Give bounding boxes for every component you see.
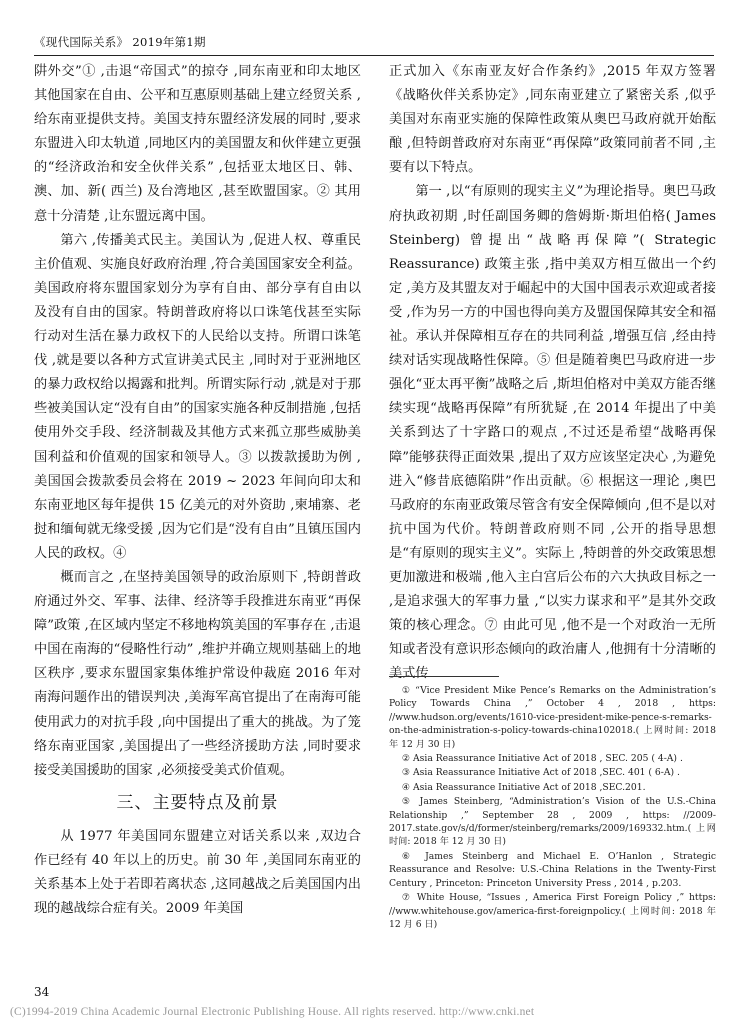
page-number: 34 [34,985,50,999]
footnote: ① “Vice President Mike Pence’s Remarks on the Administration’s Policy Towards China ,” October 4 , 2018 , https: //www.hudson.org/events/1610-vice-president-mike-pence-s-remarks-on-the-administration-s-policy-towards-china102018.( 上网时间: 2018 年 12 月 30 日) [389,685,716,750]
footnote: ⑥ James Steinberg and Michael E. O’Hanlon , Strategic Reassurance and Resolve: U.S.-China Relations in the Twenty-First Century , Princeton: Princeton University Press , 2014 , p.203. [389,850,716,889]
paragraph: 正式加入《东南亚友好合作条约》,2015 年双方签署《战略伙伴关系协定》,同东南亚建立了紧密关系 ,似乎美国对东南亚实施的保障性政策从奥巴马政府就开始酝酿 ,但特朗普政府对东南亚“再保障”政策同前者不同 ,主要有以下特点。 [389,64,716,176]
paragraph: 从 1977 年美国同东盟建立对话关系以来 ,双边合作已经有 40 年以上的历史。前 30 年 ,美国同东南亚的关系基本上处于若即若离状态 ,这同越战之后美国国内出现的越战综合症有关。2009 年美国 [34,828,361,917]
footnote: ⑦ White House, “Issues , America First Foreign Policy ,” https: //www.whitehouse.gov/america-first-foreignpolicy.( 上网时间: 2018 年 12 月 6 日) [389,892,716,930]
header-rule [34,55,714,56]
section-heading: 三、主要特点及前景 [116,792,279,813]
footnote: ③ Asia Reassurance Initiative Act of 2018 ,SEC. 401 ( 6-A) . [401,767,680,779]
paragraph: 概而言之 ,在坚持美国领导的政治原则下 ,特朗普政府通过外交、军事、法律、经济等手段推进东南亚“再保障”政策 ,在区域内坚定不移地构筑美国的军事存在 ,击退中国在南海的“侵略性行动” ,维护并确立规则基础上的地区秩序 ,要求东盟国家集体维护常设仲裁庭 2016 年对南海问题作出的错误判决 ,美海军高官提出了在南海可能使用武力的对抗手段 ,向中国提出了重大的挑战。为了笼络东南亚国家 ,美国提出了一些经济援助方法 ,同时要求接受美国援助的国家 ,必须接受美式价值观。 [34,569,361,778]
journal-header: 《现代国际关系》 2019年第1期 [34,35,206,49]
paragraph: 第一 ,以“有原则的现实主义”为理论指导。奥巴马政府执政初期 ,时任副国务卿的詹姆斯·斯坦伯格( James Steinberg) 曾提出“战略再保障”( Strategic Reassurance) 政策主张 ,指中美双方相互做出一个约定 ,美方及其盟友对于崛起中的大国中国表示欢迎或者接受 ,作为另一方的中国也得向美方及盟国保障其安全和福祉。承认并保障相互存在的共同利益 ,增强互信 ,经由持续对话实现战略性保障。⑤ 但是随着奥巴马政府进一步强化“亚太再平衡”战略之后 ,斯坦伯格对中美双方能否继续实现“战略再保障”有所犹疑 ,在 2014 年提出了中美关系到达了十字路口的观点 ,不过还是希望“战略再保障”能够获得正面效果 ,提出了双方应该坚定决心 ,为避免进入“修昔底德陷阱”作出贡献。⑥ 根据这一理论 ,奥巴马政府的东南亚政策尽管含有安全保障倾向 ,但不是以对抗中国为代价。特朗普政府则不同 ,公开的指导思想是“有原则的现实主义”。实际上 ,特朗普的外交政策思想更加激进和极端 ,他入主白宫后公布的六大执政目标之一 ,是追求强大的军事力量 ,“以实力谋求和平”是其外交政策的核心理念。⑦ 由此可见 ,他不是一个对政治一无所知或者没有意识形态倾向的政治庸人 ,他拥有十分清晰的美式传 [389,184,716,682]
paragraph: 阱外交”① ,击退“帝国式”的掠夺 ,同东南亚和印太地区其他国家在自由、公平和互惠原则基础上建立经贸关系 ,给东南亚提供支持。美国支持东盟经济发展的同时 ,要求东盟进入印太轨道 ,同地区内的美国盟友和伙伴建立更强的“经济政治和安全伙伴关系” ,包括亚太地区日、韩、澳、加、新( 西兰) 及台湾地区 ,甚至欧盟国家。② 其用意十分清楚 ,让东盟远离中国。 [34,64,361,224]
copyright-watermark: (C)1994-2019 China Academic Journal Electronic Publishing House. All rights reserved. http://www.cnki.net [10,1006,535,1018]
footnotes [389,684,716,932]
right-column [389,60,716,686]
footnote: ⑤ James Steinberg, “Administration’s Vision of the U.S.-China Relationship ,” September 28 , 2009 , https: //2009-2017.state.gov/s/d/former/steinberg/remarks/2009/169332.htm.( 上网时间: 2018 年 12 月 30 日) [389,796,716,848]
footnote: ② Asia Reassurance Initiative Act of 2018 , SEC. 205 ( 4-A) . [401,753,683,765]
footnote: ④ Asia Reassurance Initiative Act of 2018 ,SEC.201. [401,781,646,793]
footnote-rule [389,676,499,677]
left-column [34,60,361,921]
paragraph: 第六 ,传播美式民主。美国认为 ,促进人权、尊重民主价值观、实施良好政府治理 ,符合美国国家安全利益。美国政府将东盟国家划分为享有自由、部分享有自由以及没有自由的国家。特朗普政府将以口诛笔伐甚至实际行动对生活在暴力政权下的人民给以支持。所谓口诛笔伐 ,就是要以各种方式宣讲美式民主 ,同时对于亚洲地区的暴力政权给以揭露和批判。所谓实际行动 ,就是对于那些被美国认定“没有自由”的国家实施各种反制措施 ,包括使用外交手段、经济制裁及其他方式来孤立那些威胁美国利益和价值观的国家和领导人。③ 以拨款援助为例 ,美国国会拨款委员会将在 2019 ~ 2023 年间向印太和东南亚地区每年提供 15 亿美元的对外资助 ,柬埔寨、老挝和缅甸就无缘受援 ,因为它们是“没有自由”且镇压国内人民的政权。④ [34,232,361,561]
